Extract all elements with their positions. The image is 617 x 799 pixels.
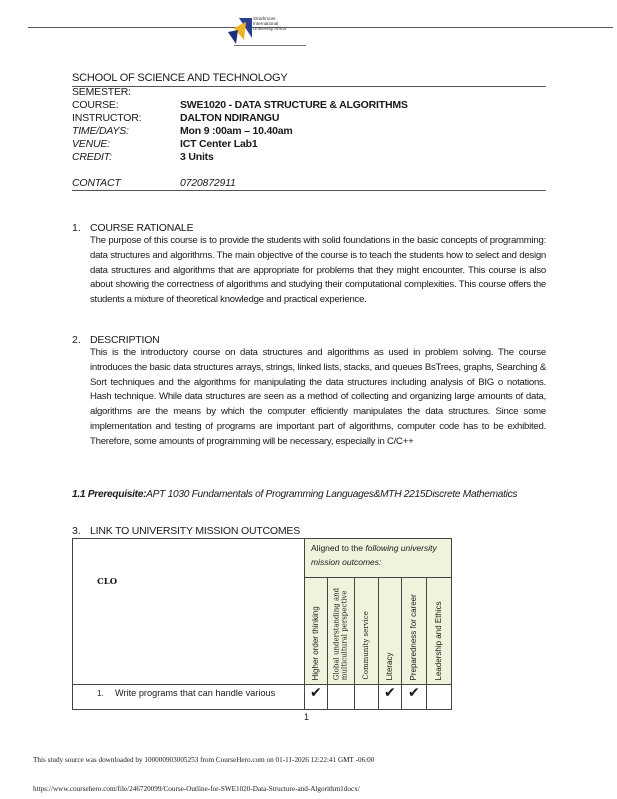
- venue-value: ICT Center Lab1: [180, 138, 258, 150]
- clo-header-cell: [73, 539, 305, 685]
- instructor-value: DALTON NDIRANGU: [180, 112, 280, 124]
- check-icon: ✔: [310, 685, 322, 701]
- page-number: 1: [304, 712, 310, 722]
- section-2-text: This is the introductory course on data structures and algorithms as used in problem solving. The course introduces the basic data structures arrays, strings, linked lists, stacks, and queues BsTrees, graphs, Searching & Sort techniques and the algorithms for manipulating the data structures including analysis of BIG o notations. Hash technique. While data structures are seen as a method of collecting and organizing large amounts of data, algorithms are the means by which the computer efficiently manipulates the data structures. Since some implementation and testing of programs are important part of algorithms, computer code has to be exhibited. Therefore, some amounts of programming will be necessary, especially in C/C++: [90, 347, 546, 447]
- aligned-header-cell: [305, 539, 451, 578]
- prerequisite-label: 1.1 Prerequisite:: [72, 489, 147, 500]
- check-icon: ✔: [408, 685, 420, 701]
- semester-label: SEMESTER:: [72, 86, 131, 98]
- header-rule: [28, 27, 613, 28]
- download-notice: This study source was downloaded by 100000903005253 from CourseHero.com on 01-11-2026 12:22:41 GMT -06:00: [33, 756, 375, 764]
- check-cell-1: [305, 685, 328, 709]
- prerequisite-text: APT 1030 Fundamentals of Programming Languages&MTH 2215Discrete Mathematics: [146, 489, 518, 500]
- column-header-career: Preparedness for career: [402, 578, 427, 685]
- aligned-header: Aligned to the following university mission outcomes:: [311, 543, 437, 567]
- column-header-global: Global understanding and multicultural perspective: [328, 578, 355, 685]
- section-1-number: 1.: [72, 222, 81, 234]
- clo-row-1-number: 1.: [97, 689, 104, 698]
- check-cell-3: [355, 685, 379, 709]
- check-cell-5: [402, 685, 427, 709]
- time-value: Mon 9 :00am – 10.40am: [180, 125, 293, 137]
- logo-text: Strathmore International University Africa: [253, 16, 286, 32]
- section-2-number: 2.: [72, 334, 81, 346]
- column-header-literacy: Literacy: [379, 578, 402, 685]
- venue-label: VENUE:: [72, 138, 110, 150]
- check-icon: ✔: [384, 685, 396, 701]
- mission-outcomes-table: [72, 538, 452, 710]
- source-url-link[interactable]: https://www.coursehero.com/file/246720099/Course-Outline-for-SWE1020-Data-Structure-and-Algorithm1docx/: [33, 785, 360, 793]
- instructor-label: INSTRUCTOR:: [72, 112, 142, 124]
- course-label: COURSE:: [72, 99, 119, 111]
- check-cell-6: [427, 685, 451, 709]
- prerequisite-line: [72, 489, 517, 500]
- section-3-number: 3.: [72, 525, 81, 537]
- section-3-title: LINK TO UNIVERSITY MISSION OUTCOMES: [90, 525, 301, 537]
- column-header-community: Community service: [355, 578, 379, 685]
- course-value: SWE1020 - DATA STRUCTURE & ALGORITHMS: [180, 99, 408, 111]
- contact-value: 0720872911: [180, 177, 236, 189]
- column-header-higher-order: Higher order thinking: [305, 578, 328, 685]
- credit-label: CREDIT:: [72, 151, 112, 163]
- clo-header: CLO: [97, 577, 118, 587]
- clo-row-1-cell: [73, 685, 305, 709]
- clo-row-1-text: Write programs that can handle various: [115, 688, 276, 698]
- school-title: SCHOOL OF SCIENCE AND TECHNOLOGY: [72, 72, 288, 84]
- logo-emblem-icon: [226, 18, 252, 44]
- credit-value: 3 Units: [180, 151, 214, 163]
- check-cell-4: [379, 685, 402, 709]
- column-header-leadership: Leadership and Ethics: [427, 578, 451, 685]
- section-1-text: The purpose of this course is to provide the students with solid foundations in the basic concepts of programming: data structures and algorithms. The main objective of the course is to teach the students how to select and design data structures and algorithms that are appropriate for problems that they might encounter. This course is also about showing the correctness of algorithms and studying their computational complexities. This course offers the students a mixture of theoretical knowledge and practical experience.: [90, 235, 546, 306]
- contact-rule: [72, 190, 546, 191]
- section-2-title: DESCRIPTION: [90, 334, 160, 346]
- time-label: TIME/DAYS:: [72, 125, 129, 137]
- logo-underline: [234, 45, 306, 46]
- section-1-title: COURSE RATIONALE: [90, 222, 194, 234]
- check-cell-2: [328, 685, 355, 709]
- contact-label: CONTACT: [72, 177, 121, 189]
